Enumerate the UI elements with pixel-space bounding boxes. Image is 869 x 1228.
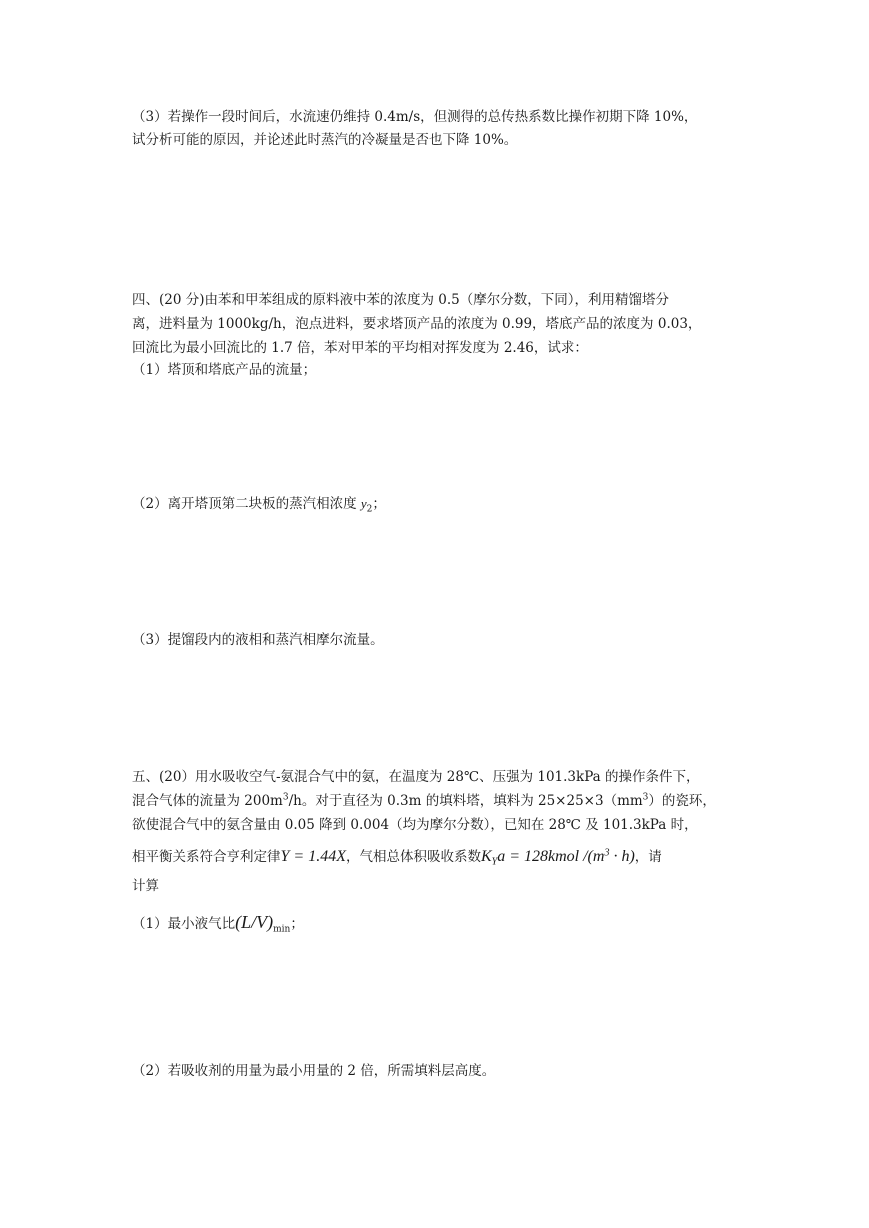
q5-sub1 [132,912,304,935]
q4-sub1: （1）塔顶和塔底产品的流量； [132,362,317,378]
q4-sub2-end: ； [372,496,386,512]
kya-equation-k: K [480,848,492,865]
q5-line4c: ，请 [634,849,662,865]
min-ratio-subscript: min [273,924,291,935]
q5-line2c: ）的瓷环， [648,793,716,809]
kya-equation-sup: 3 [604,847,610,859]
q5-line2b: /h。对于直径为 0.3m 的填料塔，填料为 25×25×3（mm [288,793,643,809]
q5-line4a: 相平衡关系符合亨利定律 [132,849,281,865]
q4-sub2 [132,496,386,515]
q5-sub1-text: （1）最小液气比 [132,916,236,932]
q4-line2: 离，进料量为 1000kg/h，泡点进料，要求塔顶产品的浓度为 0.99，塔底产品的浓度为 0.03， [132,316,702,332]
q5-line2 [132,792,716,809]
q4-sub2-text: （2）离开塔顶第二块板的蒸汽相浓度 [132,496,361,512]
q5-line3: 欲使混合气中的氨含量由 0.05 降到 0.004（均为摩尔分数），已知在 28℃ 及 101.3kPa 时， [132,817,698,833]
q5-sub1-end: ； [290,916,304,932]
q3-part3-line2: 试分析可能的原因，并论述此时蒸汽的冷凝量是否也下降 10%。 [132,132,518,148]
kya-equation-subscript: Y [491,856,498,868]
q3-part3-line1: （3）若操作一段时间后，水流速仍维持 0.4m/s，但测得的总传热系数比操作初期下降 10%， [132,109,698,125]
q5-line4 [132,847,662,868]
q4-line3: 回流比为最小回流比的 1.7 倍，苯对甲苯的平均相对挥发度为 2.46，试求： [132,340,588,356]
kya-equation-rest: a = 128kmol /(m [497,848,605,865]
henry-law-equation: Y = 1.44X [280,848,346,865]
q4-sub2-subscript: 2 [366,504,373,515]
q5-line4b: ，气相总体积吸收系数 [345,849,481,865]
q4-sub2-var: y [360,496,367,511]
kya-equation-end: · h) [609,848,635,865]
min-ratio-expr: (L/V) [235,912,274,932]
q5-line5: 计算 [132,878,159,894]
q4-sub3: （3）提馏段内的液相和蒸汽相摩尔流量。 [132,632,384,648]
q5-line1: 五、(20）用水吸收空气-氨混合气中的氨，在温度为 28℃、压强为 101.3kPa 的操作条件下， [132,769,700,785]
q5-line2b-sup: 3 [642,792,649,803]
q5-line2a-sup: 3 [282,792,289,803]
q4-line1: 四、(20 分)由苯和甲苯组成的原料液中苯的浓度为 0.5（摩尔分数，下同），利用精馏塔分 [132,292,670,308]
q5-line2a: 混合气体的流量为 200m [132,793,283,809]
q5-sub2: （2）若吸收剂的用量为最小用量的 2 倍，所需填料层高度。 [132,1063,496,1079]
